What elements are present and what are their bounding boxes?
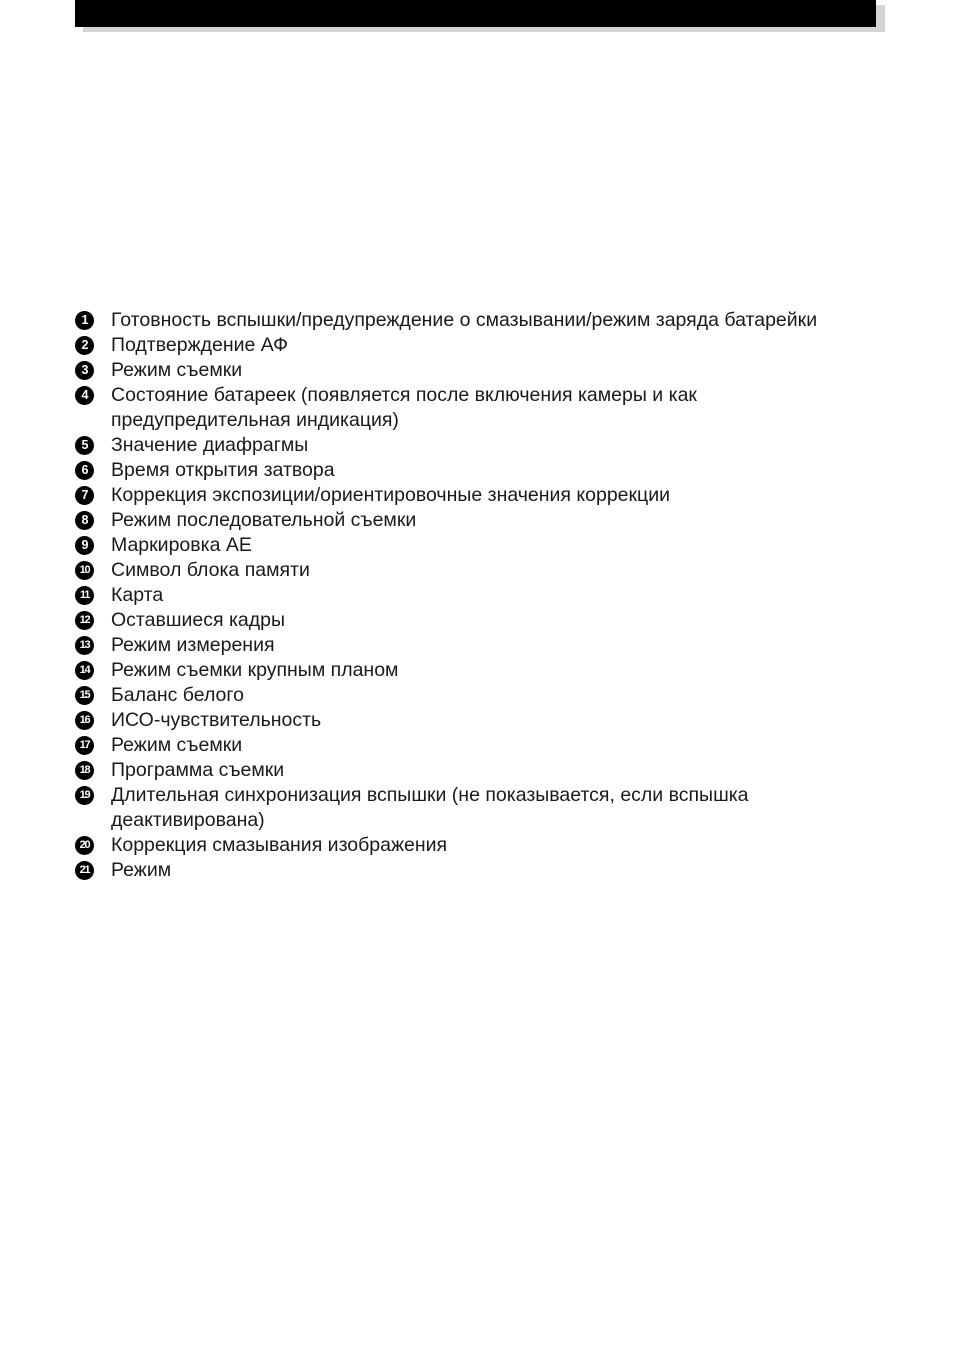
list-item bbox=[75, 483, 905, 508]
number-badge: 7 bbox=[75, 486, 94, 505]
item-description: Длительная синхронизация вспышки (не показывается, если вспышка деактивирована) bbox=[111, 784, 749, 831]
number-badge: 6 bbox=[75, 461, 94, 480]
item-description: Коррекция смазывания изображения bbox=[111, 834, 448, 856]
number-badge: 16 bbox=[75, 711, 94, 730]
number-badge: 4 bbox=[75, 386, 94, 405]
list-item bbox=[75, 583, 905, 608]
list-item bbox=[75, 658, 905, 683]
number-badge: 18 bbox=[75, 761, 94, 780]
item-description: Подтверждение АФ bbox=[111, 334, 288, 356]
number-badge: 19 bbox=[75, 786, 94, 805]
item-description: Коррекция экспозиции/ориентировочные значения коррекции bbox=[111, 484, 671, 506]
item-description: Режим последовательной съемки bbox=[111, 509, 417, 531]
item-description: Карта bbox=[111, 584, 164, 606]
list-item bbox=[75, 608, 905, 633]
item-description: Символ блока памяти bbox=[111, 559, 310, 581]
list-item bbox=[75, 683, 905, 708]
list-item bbox=[75, 383, 905, 433]
item-description: Время открытия затвора bbox=[111, 459, 335, 481]
item-description: Режим съемки крупным планом bbox=[111, 659, 399, 681]
item-description: Режим измерения bbox=[111, 634, 275, 656]
number-badge: 3 bbox=[75, 361, 94, 380]
list-item bbox=[75, 758, 905, 783]
list-item bbox=[75, 858, 905, 883]
list-item bbox=[75, 833, 905, 858]
list-item bbox=[75, 508, 905, 533]
item-description: Маркировка AE bbox=[111, 534, 252, 556]
item-description: Режим съемки bbox=[111, 734, 243, 756]
number-badge: 2 bbox=[75, 336, 94, 355]
number-badge: 21 bbox=[75, 861, 94, 880]
list-item bbox=[75, 358, 905, 383]
number-badge: 8 bbox=[75, 511, 94, 530]
list-item bbox=[75, 333, 905, 358]
item-description: Готовность вспышки/предупреждение о смазывании/режим заряда батарейки bbox=[111, 309, 818, 331]
item-description: Состояние батареек (появляется после включения камеры и как предупредительная индикация) bbox=[111, 384, 697, 431]
list-item bbox=[75, 708, 905, 733]
number-badge: 17 bbox=[75, 736, 94, 755]
list-item bbox=[75, 308, 905, 333]
number-badge: 9 bbox=[75, 536, 94, 555]
item-description: Программа съемки bbox=[111, 759, 285, 781]
number-badge: 11 bbox=[75, 586, 94, 605]
item-description: Режим съемки bbox=[111, 359, 243, 381]
number-badge: 5 bbox=[75, 436, 94, 455]
item-description: Значение диафрагмы bbox=[111, 434, 309, 456]
header-bar bbox=[75, 0, 876, 27]
item-description: Оставшиеся кадры bbox=[111, 609, 285, 631]
number-badge: 13 bbox=[75, 636, 94, 655]
list-item bbox=[75, 433, 905, 458]
number-badge: 14 bbox=[75, 661, 94, 680]
item-description: Режим bbox=[111, 859, 172, 881]
item-description: ИСО-чувствительность bbox=[111, 709, 322, 731]
list-item bbox=[75, 533, 905, 558]
number-badge: 1 bbox=[75, 311, 94, 330]
list-item bbox=[75, 558, 905, 583]
number-badge: 10 bbox=[75, 561, 94, 580]
number-badge: 15 bbox=[75, 686, 94, 705]
list-item bbox=[75, 733, 905, 758]
indicator-legend-list bbox=[75, 308, 905, 883]
list-item bbox=[75, 783, 905, 833]
number-badge: 12 bbox=[75, 611, 94, 630]
item-description: Баланс белого bbox=[111, 684, 244, 706]
number-badge: 20 bbox=[75, 836, 94, 855]
list-item bbox=[75, 458, 905, 483]
list-item bbox=[75, 633, 905, 658]
